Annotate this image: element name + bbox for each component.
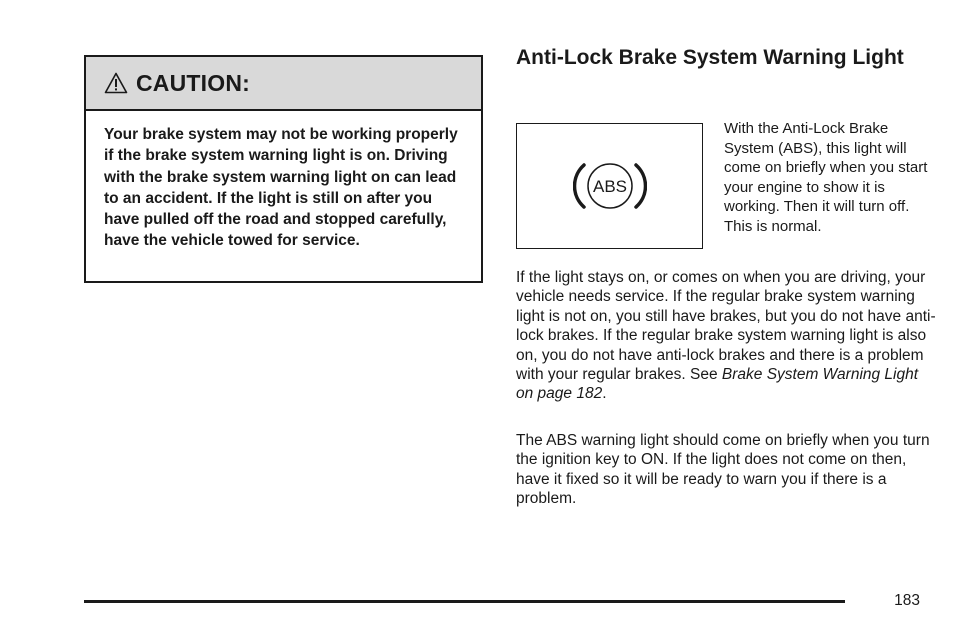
paragraph-1 (516, 268, 936, 404)
caution-header (86, 57, 481, 111)
caution-box (84, 55, 483, 283)
page-reference-link[interactable]: Brake System Warning Light on page 182 (516, 366, 919, 403)
abs-icon-frame (516, 123, 703, 249)
paragraph-1-text: If the light stays on, or comes on when you are driving, your vehicle needs service. If the regular brake system warning light is not on, you still have brakes, but you do not have anti-lock brakes. If the regular brake system warning light is also on, you do not have anti-lock brakes and there is a problem with your regular brakes. See (516, 269, 936, 384)
paragraph-1-end: . (602, 385, 607, 403)
caution-body: Your brake system may not be working properly if the brake system warning light is on. Driving with the brake system warning light on can lead to an accident. If the light is still on after you have pulled off the road and stopped carefully, have the vehicle towed for service. (104, 126, 458, 250)
footer-rule (84, 600, 845, 603)
abs-warning-light-icon (573, 156, 647, 216)
icon-caption: With the Anti-Lock Brake System (ABS), this light will come on briefly when you start your engine to show it is working. Then it will turn off. This is normal. (724, 120, 928, 235)
page-number: 183 (894, 592, 920, 609)
section-heading: Anti-Lock Brake System Warning Light (516, 46, 904, 69)
paragraph-2: The ABS warning light should come on briefly when you turn the ignition key to ON. If the light does not come on then, have it fixed so it will be ready to warn you if there is a problem. (516, 432, 930, 508)
abs-icon-label: ABS (592, 177, 627, 196)
warning-triangle-icon (104, 72, 128, 94)
caution-title: CAUTION: (136, 69, 251, 96)
